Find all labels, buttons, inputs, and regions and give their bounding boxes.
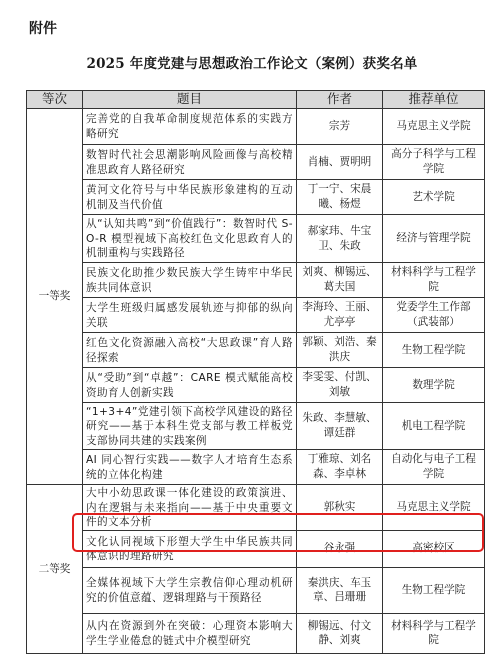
author-cell: 丁一宁、宋晨曦、杨煜 <box>297 180 383 215</box>
award-table <box>26 90 485 654</box>
unit-cell: 机电工程学院 <box>383 403 485 450</box>
topic-cell: 民族文化助推少数民族大学生铸牢中华民族共同体意识 <box>83 263 297 298</box>
table-row <box>27 403 485 450</box>
header-author: 作者 <box>297 91 383 109</box>
unit-cell: 马克思主义学院 <box>383 109 485 145</box>
unit-cell: 马克思主义学院 <box>383 485 485 531</box>
topic-cell: 从内在资源到外在突破：心理资本影响大学生学业倦怠的链式中介模型研究 <box>83 613 297 653</box>
header-grade: 等次 <box>27 91 83 109</box>
topic-cell: 数智时代社会思潮影响风险画像与高校精准思政育人路径研究 <box>83 145 297 180</box>
author-cell: 宗芳 <box>297 109 383 145</box>
table-header-row <box>27 91 485 109</box>
table-row <box>27 215 485 263</box>
topic-cell: 从“认知共鸣”到“价值践行”：数智时代 S-O-R 模型视域下高校红色文化思政育人的机制重构与实践路径 <box>83 215 297 263</box>
author-cell: 刘爽、柳锡远、葛夫国 <box>297 263 383 298</box>
topic-cell: 完善党的自我革命制度规范体系的实践方略研究 <box>83 109 297 145</box>
unit-cell: 生物工程学院 <box>383 333 485 368</box>
table-row <box>27 109 485 145</box>
author-cell: 丁雅琼、刘名森、李卓林 <box>297 450 383 485</box>
unit-cell: 自动化与电子工程学院 <box>383 450 485 485</box>
table-row <box>27 485 485 531</box>
topic-cell: “1+3+4”党建引领下高校学风建设的路径研究——基于本科生党支部与教工样板党支部协同共建的实践案例 <box>83 403 297 450</box>
table-row <box>27 567 485 613</box>
unit-cell: 生物工程学院 <box>383 567 485 613</box>
topic-cell: AI 同心智行实践——数字人才培育生态系统的立体化构建 <box>83 450 297 485</box>
unit-cell: 艺术学院 <box>383 180 485 215</box>
author-cell: 柳锡远、付文静、刘爽 <box>297 613 383 653</box>
topic-cell: 从“受助”到“卓越”：CARE 模式赋能高校资助育人创新实践 <box>83 368 297 403</box>
table-row <box>27 145 485 180</box>
table-row <box>27 450 485 485</box>
topic-cell: 红色文化资源融入高校“大思政课”育人路径探索 <box>83 333 297 368</box>
header-topic: 题目 <box>83 91 297 109</box>
document-title: 2025 年度党建与思想政治工作论文（案例）获奖名单 <box>86 56 418 72</box>
author-cell: 朱政、李慧敏、谭廷群 <box>297 403 383 450</box>
table-body <box>27 109 485 654</box>
author-cell: 肖楠、贾明明 <box>297 145 383 180</box>
table-row <box>27 368 485 403</box>
table-row <box>27 263 485 298</box>
grade-second-prize: 二等奖 <box>27 485 83 654</box>
unit-cell: 经济与管理学院 <box>383 215 485 263</box>
topic-cell: 黄河文化符号与中华民族形象建构的互动机制及当代价值 <box>83 180 297 215</box>
table-row <box>27 333 485 368</box>
author-cell: 郭秋实 <box>297 485 383 531</box>
unit-cell: 党委学生工作部（武装部） <box>383 298 485 333</box>
topic-cell: 文化认同视域下形塑大学生中华民族共同体意识的理路研究 <box>83 530 297 567</box>
table-row <box>27 298 485 333</box>
topic-cell: 全媒体视域下大学生宗教信仰心理动机研究的价值意蕴、逻辑理路与干预路径 <box>83 567 297 613</box>
unit-cell: 材料科学与工程学院 <box>383 613 485 653</box>
table-row <box>27 180 485 215</box>
grade-first-prize: 一等奖 <box>27 109 83 485</box>
unit-cell: 高分子科学与工程学院 <box>383 145 485 180</box>
author-cell: 李雯雯、付凯、刘敏 <box>297 368 383 403</box>
topic-cell: 大中小幼思政课一体化建设的政策演进、内在逻辑与未来指向——基于中央重要文件的文本分析 <box>83 485 297 531</box>
table-row-highlighted <box>27 530 485 567</box>
unit-cell: 高密校区 <box>383 530 485 567</box>
topic-cell: 大学生班级归属感发展轨迹与抑郁的纵向关联 <box>83 298 297 333</box>
attachment-label: 附件 <box>29 21 57 37</box>
author-cell: 郭颖、刘浩、秦洪庆 <box>297 333 383 368</box>
author-cell: 谷永强 <box>297 530 383 567</box>
unit-cell: 数理学院 <box>383 368 485 403</box>
unit-cell: 材料科学与工程学院 <box>383 263 485 298</box>
author-cell: 李海玲、王丽、尤亭亭 <box>297 298 383 333</box>
author-cell: 郝家玮、牛宝卫、朱政 <box>297 215 383 263</box>
header-unit: 推荐单位 <box>383 91 485 109</box>
table-row <box>27 613 485 653</box>
author-cell: 秦洪庆、车玉章、吕珊珊 <box>297 567 383 613</box>
